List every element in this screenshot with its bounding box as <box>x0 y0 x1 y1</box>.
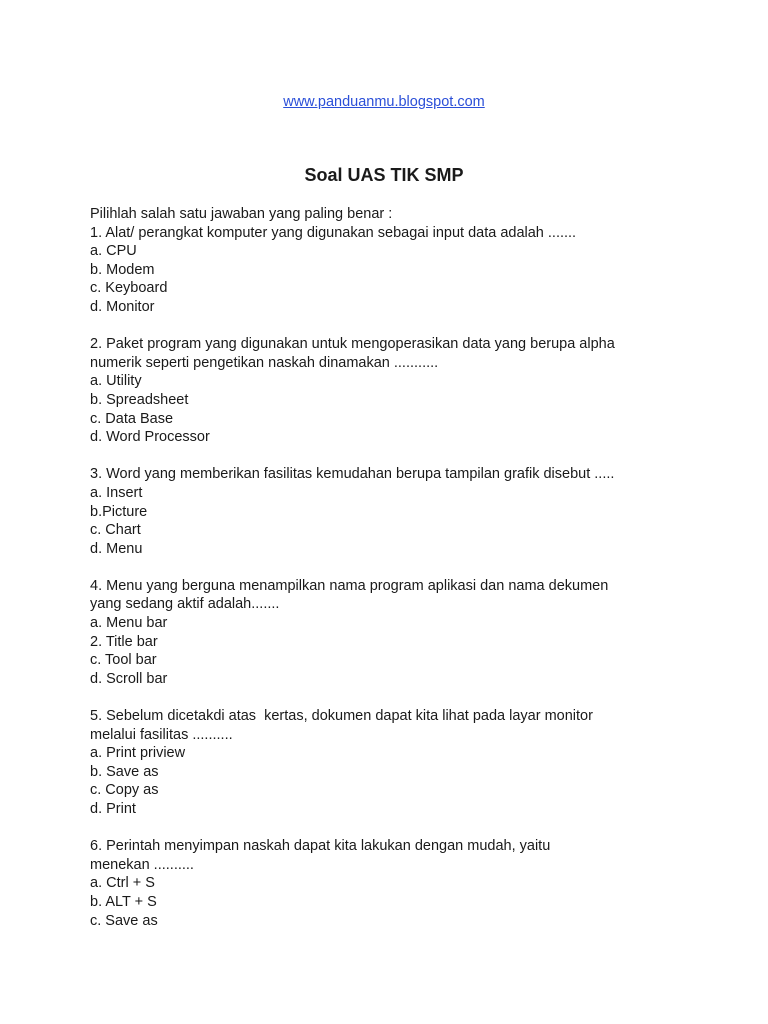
question-text: numerik seperti pengetikan naskah dinamakan ........... <box>90 354 439 371</box>
answer-option: d. Monitor <box>90 298 155 315</box>
answer-option: a. Insert <box>90 484 143 501</box>
instruction-text: Pilihlah salah satu jawaban yang paling benar : <box>90 206 393 222</box>
question-text: 5. Sebelum dicetakdi atas kertas, dokumen dapat kita lihat pada layar monitor <box>90 708 593 725</box>
answer-option: a. CPU <box>90 243 137 260</box>
question-text: 3. Word yang memberikan fasilitas kemudahan berupa tampilan grafik disebut ..... <box>90 466 615 483</box>
answer-option: a. Utility <box>90 373 142 390</box>
answer-option: c. Save as <box>90 912 158 929</box>
question-1 <box>90 224 690 317</box>
question-list <box>90 205 690 930</box>
answer-option: b. Modem <box>90 261 155 278</box>
question-text: melalui fasilitas .......... <box>90 726 233 743</box>
answer-option: c. Copy as <box>90 782 159 799</box>
answer-option: d. Scroll bar <box>90 670 168 687</box>
answer-option: b. ALT + S <box>90 893 157 910</box>
answer-option: d. Menu <box>90 540 143 557</box>
page-title: Soal UAS TIK SMP <box>304 165 464 185</box>
question-4 <box>90 577 690 689</box>
question-text: 2. Paket program yang digunakan untuk mengoperasikan data yang berupa alpha <box>90 336 615 353</box>
question-6 <box>90 837 690 930</box>
site-link[interactable]: www.panduanmu.blogspot.com <box>283 94 485 110</box>
question-3 <box>90 465 690 558</box>
answer-option: a. Ctrl + S <box>90 875 155 892</box>
question-5 <box>90 707 690 819</box>
answer-option: b. Spreadsheet <box>90 391 189 408</box>
answer-option: a. Menu bar <box>90 615 168 632</box>
answer-option: c. Tool bar <box>90 652 157 669</box>
answer-option: c. Data Base <box>90 410 174 427</box>
answer-option: b. Save as <box>90 763 159 780</box>
answer-option: b.Picture <box>90 503 148 520</box>
answer-option: a. Print priview <box>90 745 186 762</box>
question-text: menekan .......... <box>90 856 194 873</box>
question-2 <box>90 335 690 447</box>
answer-option: c. Keyboard <box>90 280 168 297</box>
answer-option: d. Word Processor <box>90 429 210 446</box>
answer-option: c. Chart <box>90 522 141 539</box>
question-text: 6. Perintah menyimpan naskah dapat kita lakukan dengan mudah, yaitu <box>90 838 551 855</box>
question-text: yang sedang aktif adalah....... <box>90 596 280 613</box>
answer-option: d. Print <box>90 801 136 817</box>
question-text: 4. Menu yang berguna menampilkan nama program aplikasi dan nama dekumen <box>90 577 609 594</box>
answer-option: 2. Title bar <box>90 633 158 650</box>
question-text: 1. Alat/ perangkat komputer yang digunakan sebagai input data adalah ....... <box>90 224 577 241</box>
